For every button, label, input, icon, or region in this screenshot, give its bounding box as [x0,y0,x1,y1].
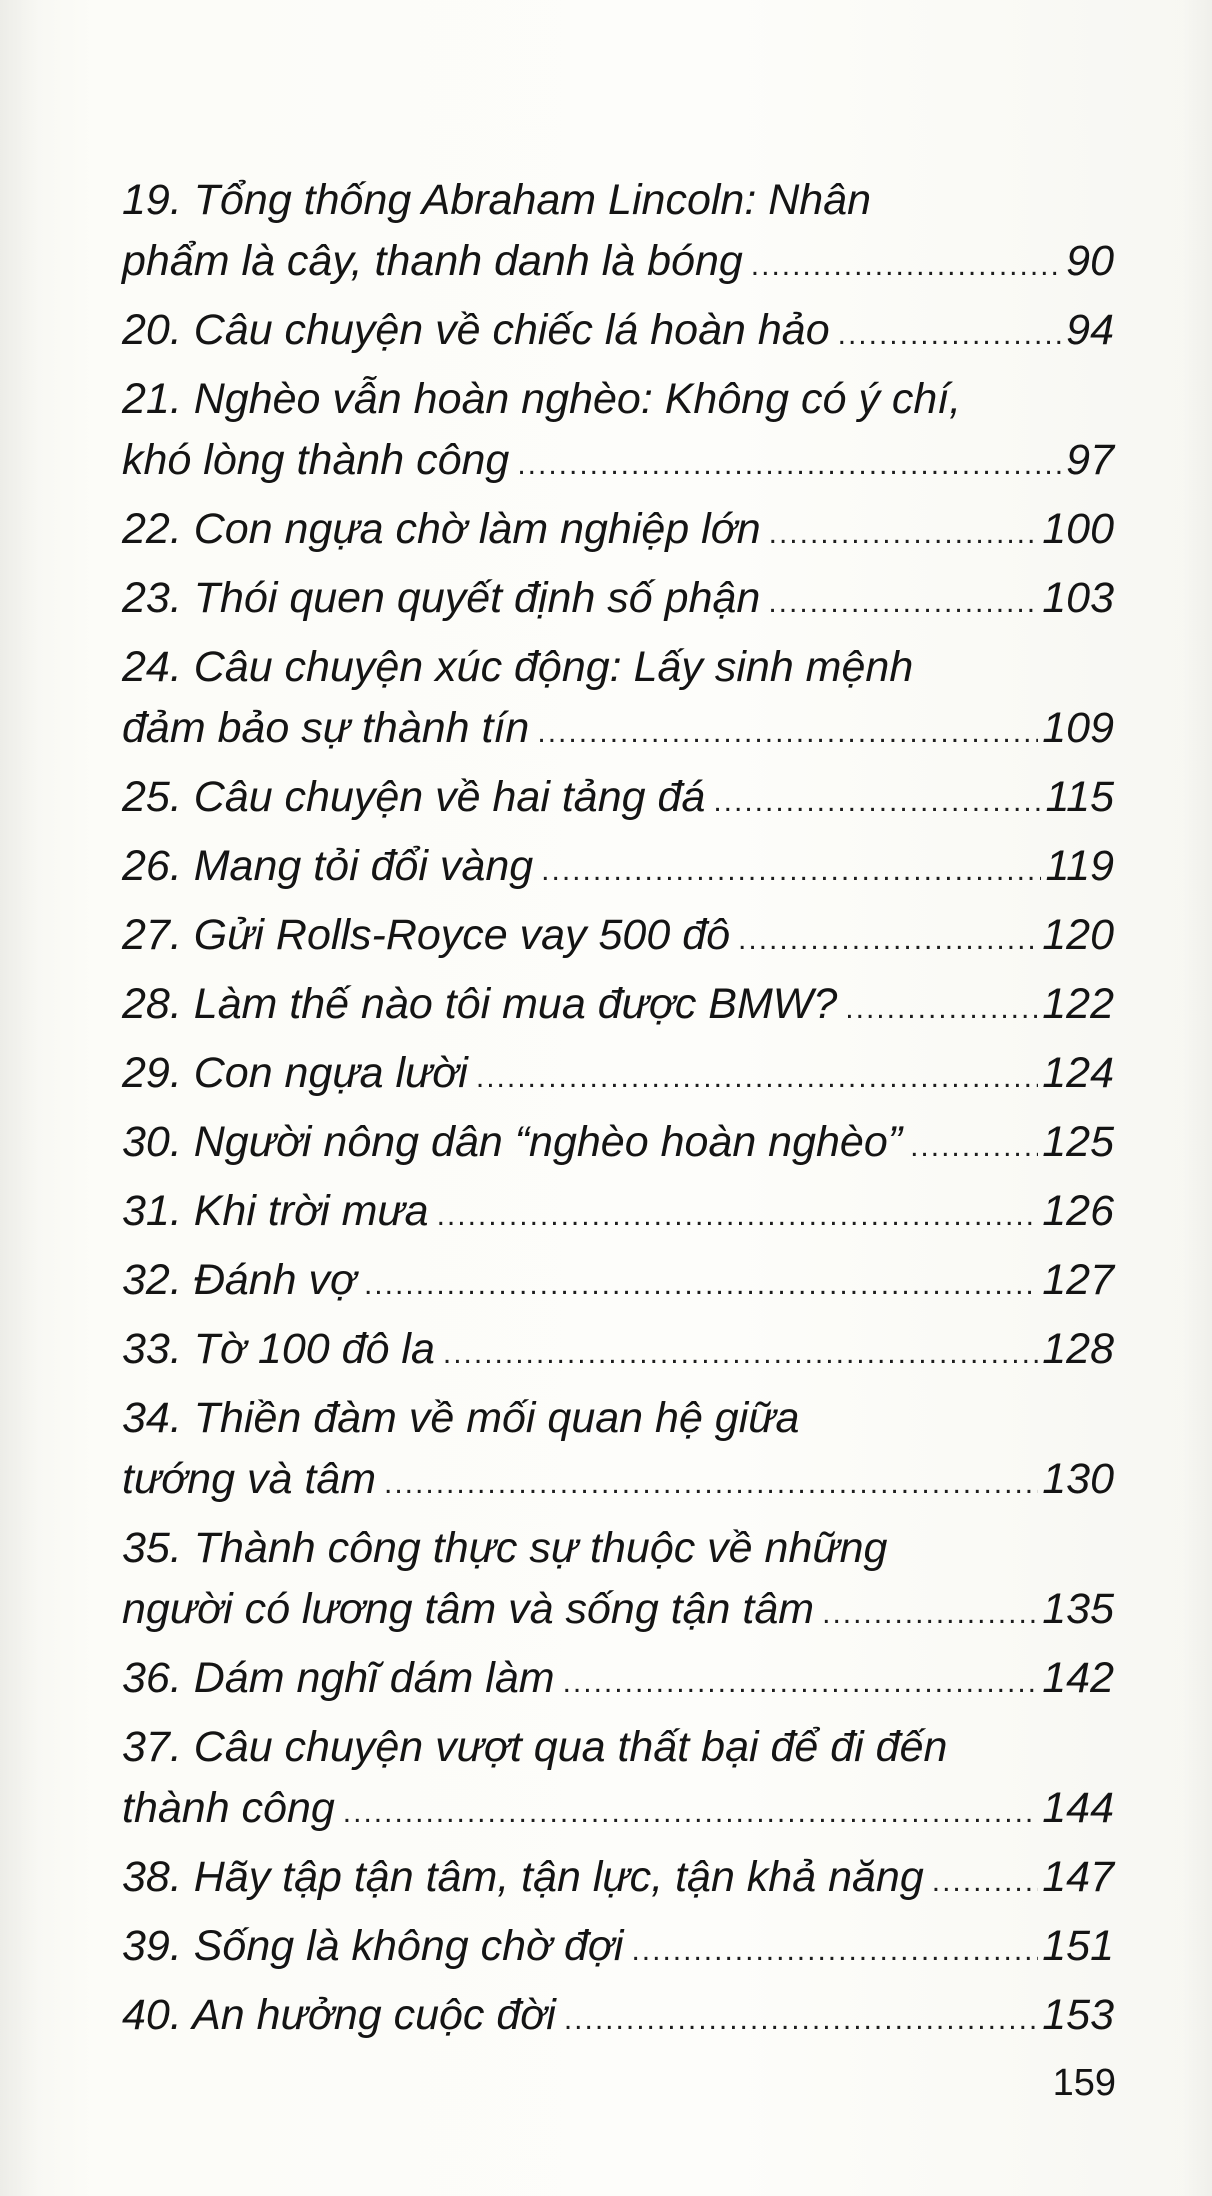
toc-entry-page-number: 142 [1042,1654,1114,1702]
toc-entry [122,1518,1114,1648]
dot-leader [476,1047,1038,1108]
toc-entry-last-line [122,1916,1114,1981]
dot-leader [517,434,1062,495]
toc-entry-title: 22. Con ngựa chờ làm nghiệp lớn [122,505,761,553]
toc-entry-page-number: 120 [1042,911,1114,959]
toc-entry-title: 36. Dám nghĩ dám làm [122,1654,555,1702]
toc-entry-title-line: 37. Câu chuyện vượt qua thất bại để đi đến [122,1723,948,1771]
dot-leader [437,1185,1039,1246]
toc-entry-title-line: 21. Nghèo vẫn hoàn nghèo: Không có ý chí, [122,375,962,423]
toc-entry-title: 20. Câu chuyện về chiếc lá hoàn hảo [122,306,830,354]
toc-entry [122,1181,1114,1250]
toc-entry-title: tướng và tâm [122,1455,377,1503]
toc-entry-title: 27. Gửi Rolls-Royce vay 500 đô [122,911,731,959]
toc-entry-page-number: 147 [1042,1853,1114,1901]
toc-entry-title: thành công [122,1784,335,1832]
dot-leader [443,1323,1038,1384]
toc-entry-last-line [122,698,1114,763]
toc-entry-page-number: 151 [1042,1922,1114,1970]
toc-entry-last-line [122,568,1114,633]
dot-leader [738,909,1038,970]
toc-entry [122,1043,1114,1112]
toc-entry-title: 30. Người nông dân “nghèo hoàn nghèo” [122,1118,903,1166]
toc-entry [122,836,1114,905]
toc-entry [122,1717,1114,1847]
dot-leader [384,1453,1038,1514]
toc-entry [122,369,1114,499]
dot-leader [932,1851,1039,1912]
toc-entry-page-number: 122 [1042,980,1114,1028]
toc-entry-page-number: 135 [1042,1585,1114,1633]
toc-entry-page-number: 115 [1045,773,1114,821]
toc-entry-page-number: 103 [1042,574,1114,622]
toc-entry [122,568,1114,637]
toc-entry-title: đảm bảo sự thành tín [122,704,530,752]
toc-entry-page-number: 126 [1042,1187,1114,1235]
toc-entry-page-number: 144 [1042,1784,1114,1832]
toc-entry [122,1250,1114,1319]
toc-entry [122,1319,1114,1388]
toc-entry-title: 40. An hưởng cuộc đời [122,1991,556,2039]
toc-entry [122,300,1114,369]
toc-entry-page-number: 125 [1042,1118,1114,1166]
dot-leader [751,235,1062,296]
toc-entry [122,1985,1114,2054]
toc-entry-title: 25. Câu chuyện về hai tảng đá [122,773,706,821]
toc-entry-page-number: 128 [1042,1325,1114,1373]
toc-entry [122,974,1114,1043]
toc-entry-last-line [122,1319,1114,1384]
toc-entry [122,170,1114,300]
dot-leader [537,702,1038,763]
toc-entry [122,637,1114,767]
toc-entry-title: người có lương tâm và sống tận tâm [122,1585,815,1633]
dot-leader [564,1989,1038,2050]
toc-entry-last-line [122,767,1114,832]
toc-entry-page-number: 127 [1042,1256,1114,1304]
toc-entry-last-line [122,1250,1114,1315]
toc-entry-title-line: 34. Thiền đàm về mối quan hệ giữa [122,1394,800,1442]
toc-entry-title: 38. Hãy tập tận tâm, tận lực, tận khả năng [122,1853,924,1901]
toc-entry-title: khó lòng thành công [122,436,510,484]
dot-leader [343,1782,1038,1843]
toc-entry-page-number: 90 [1066,237,1114,285]
toc-entry-last-line [122,1579,1114,1644]
toc-entry-last-line [122,1043,1114,1108]
toc-entry-title: 31. Khi trời mưa [122,1187,429,1235]
toc-entry-title: phẩm là cây, thanh danh là bóng [122,237,743,285]
toc-entry-last-line [122,499,1114,564]
toc-entry-last-line [122,1985,1114,2050]
right-page-shadow [1182,0,1212,2196]
dot-leader [631,1920,1038,1981]
toc-entry-last-line [122,231,1114,296]
dot-leader [822,1583,1038,1644]
toc-entry-title: 33. Tờ 100 đô la [122,1325,435,1373]
toc-entry [122,1648,1114,1717]
toc-entry-last-line [122,905,1114,970]
toc-entry-last-line [122,836,1114,901]
dot-leader [563,1652,1039,1713]
toc-entry-last-line [122,1181,1114,1246]
toc-entry-page-number: 130 [1042,1455,1114,1503]
toc-entry-page-number: 97 [1066,436,1114,484]
toc-entry-last-line [122,1778,1114,1843]
dot-leader [845,978,1038,1039]
toc-entry-page-number: 153 [1042,1991,1114,2039]
toc-entry [122,1388,1114,1518]
toc-entry-last-line [122,300,1114,365]
toc-entry-last-line [122,430,1114,495]
dot-leader [768,572,1038,633]
toc-entry-last-line [122,1847,1114,1912]
toc-entry-page-number: 109 [1042,704,1114,752]
toc-entry-title: 39. Sống là không chờ đợi [122,1922,624,1970]
toc-entry [122,905,1114,974]
toc-entry [122,767,1114,836]
dot-leader [838,304,1063,365]
toc-entry-title: 26. Mang tỏi đổi vàng [122,842,534,890]
toc-entry-last-line [122,1648,1114,1713]
toc-entry [122,1112,1114,1181]
toc-entry-page-number: 100 [1042,505,1114,553]
toc-entry-page-number: 124 [1042,1049,1114,1097]
dot-leader [910,1116,1038,1177]
toc-entry-title: 29. Con ngựa lười [122,1049,468,1097]
page-number: 159 [1052,2062,1116,2104]
dot-leader [364,1254,1038,1315]
toc-entry-last-line [122,1449,1114,1514]
toc-entry-title: 28. Làm thế nào tôi mua được BMW? [122,980,838,1028]
toc-entry-last-line [122,974,1114,1039]
toc-entry-title: 32. Đánh vợ [122,1256,356,1304]
dot-leader [769,503,1039,564]
toc-entry [122,499,1114,568]
toc-entry-title-line: 19. Tổng thống Abraham Lincoln: Nhân [122,176,872,224]
dot-leader [541,840,1041,901]
toc-entry-title-line: 24. Câu chuyện xúc động: Lấy sinh mệnh [122,643,914,691]
toc-entry-last-line [122,1112,1114,1177]
toc-entry-page-number: 119 [1045,842,1114,890]
toc-entry [122,1847,1114,1916]
toc-entry [122,1916,1114,1985]
dot-leader [713,771,1041,832]
toc-entry-title-line: 35. Thành công thực sự thuộc về những [122,1524,888,1572]
left-page-shadow [0,0,40,2196]
toc-entry-title: 23. Thói quen quyết định số phận [122,574,761,622]
table-of-contents [122,170,1114,2054]
toc-entry-page-number: 94 [1066,306,1114,354]
